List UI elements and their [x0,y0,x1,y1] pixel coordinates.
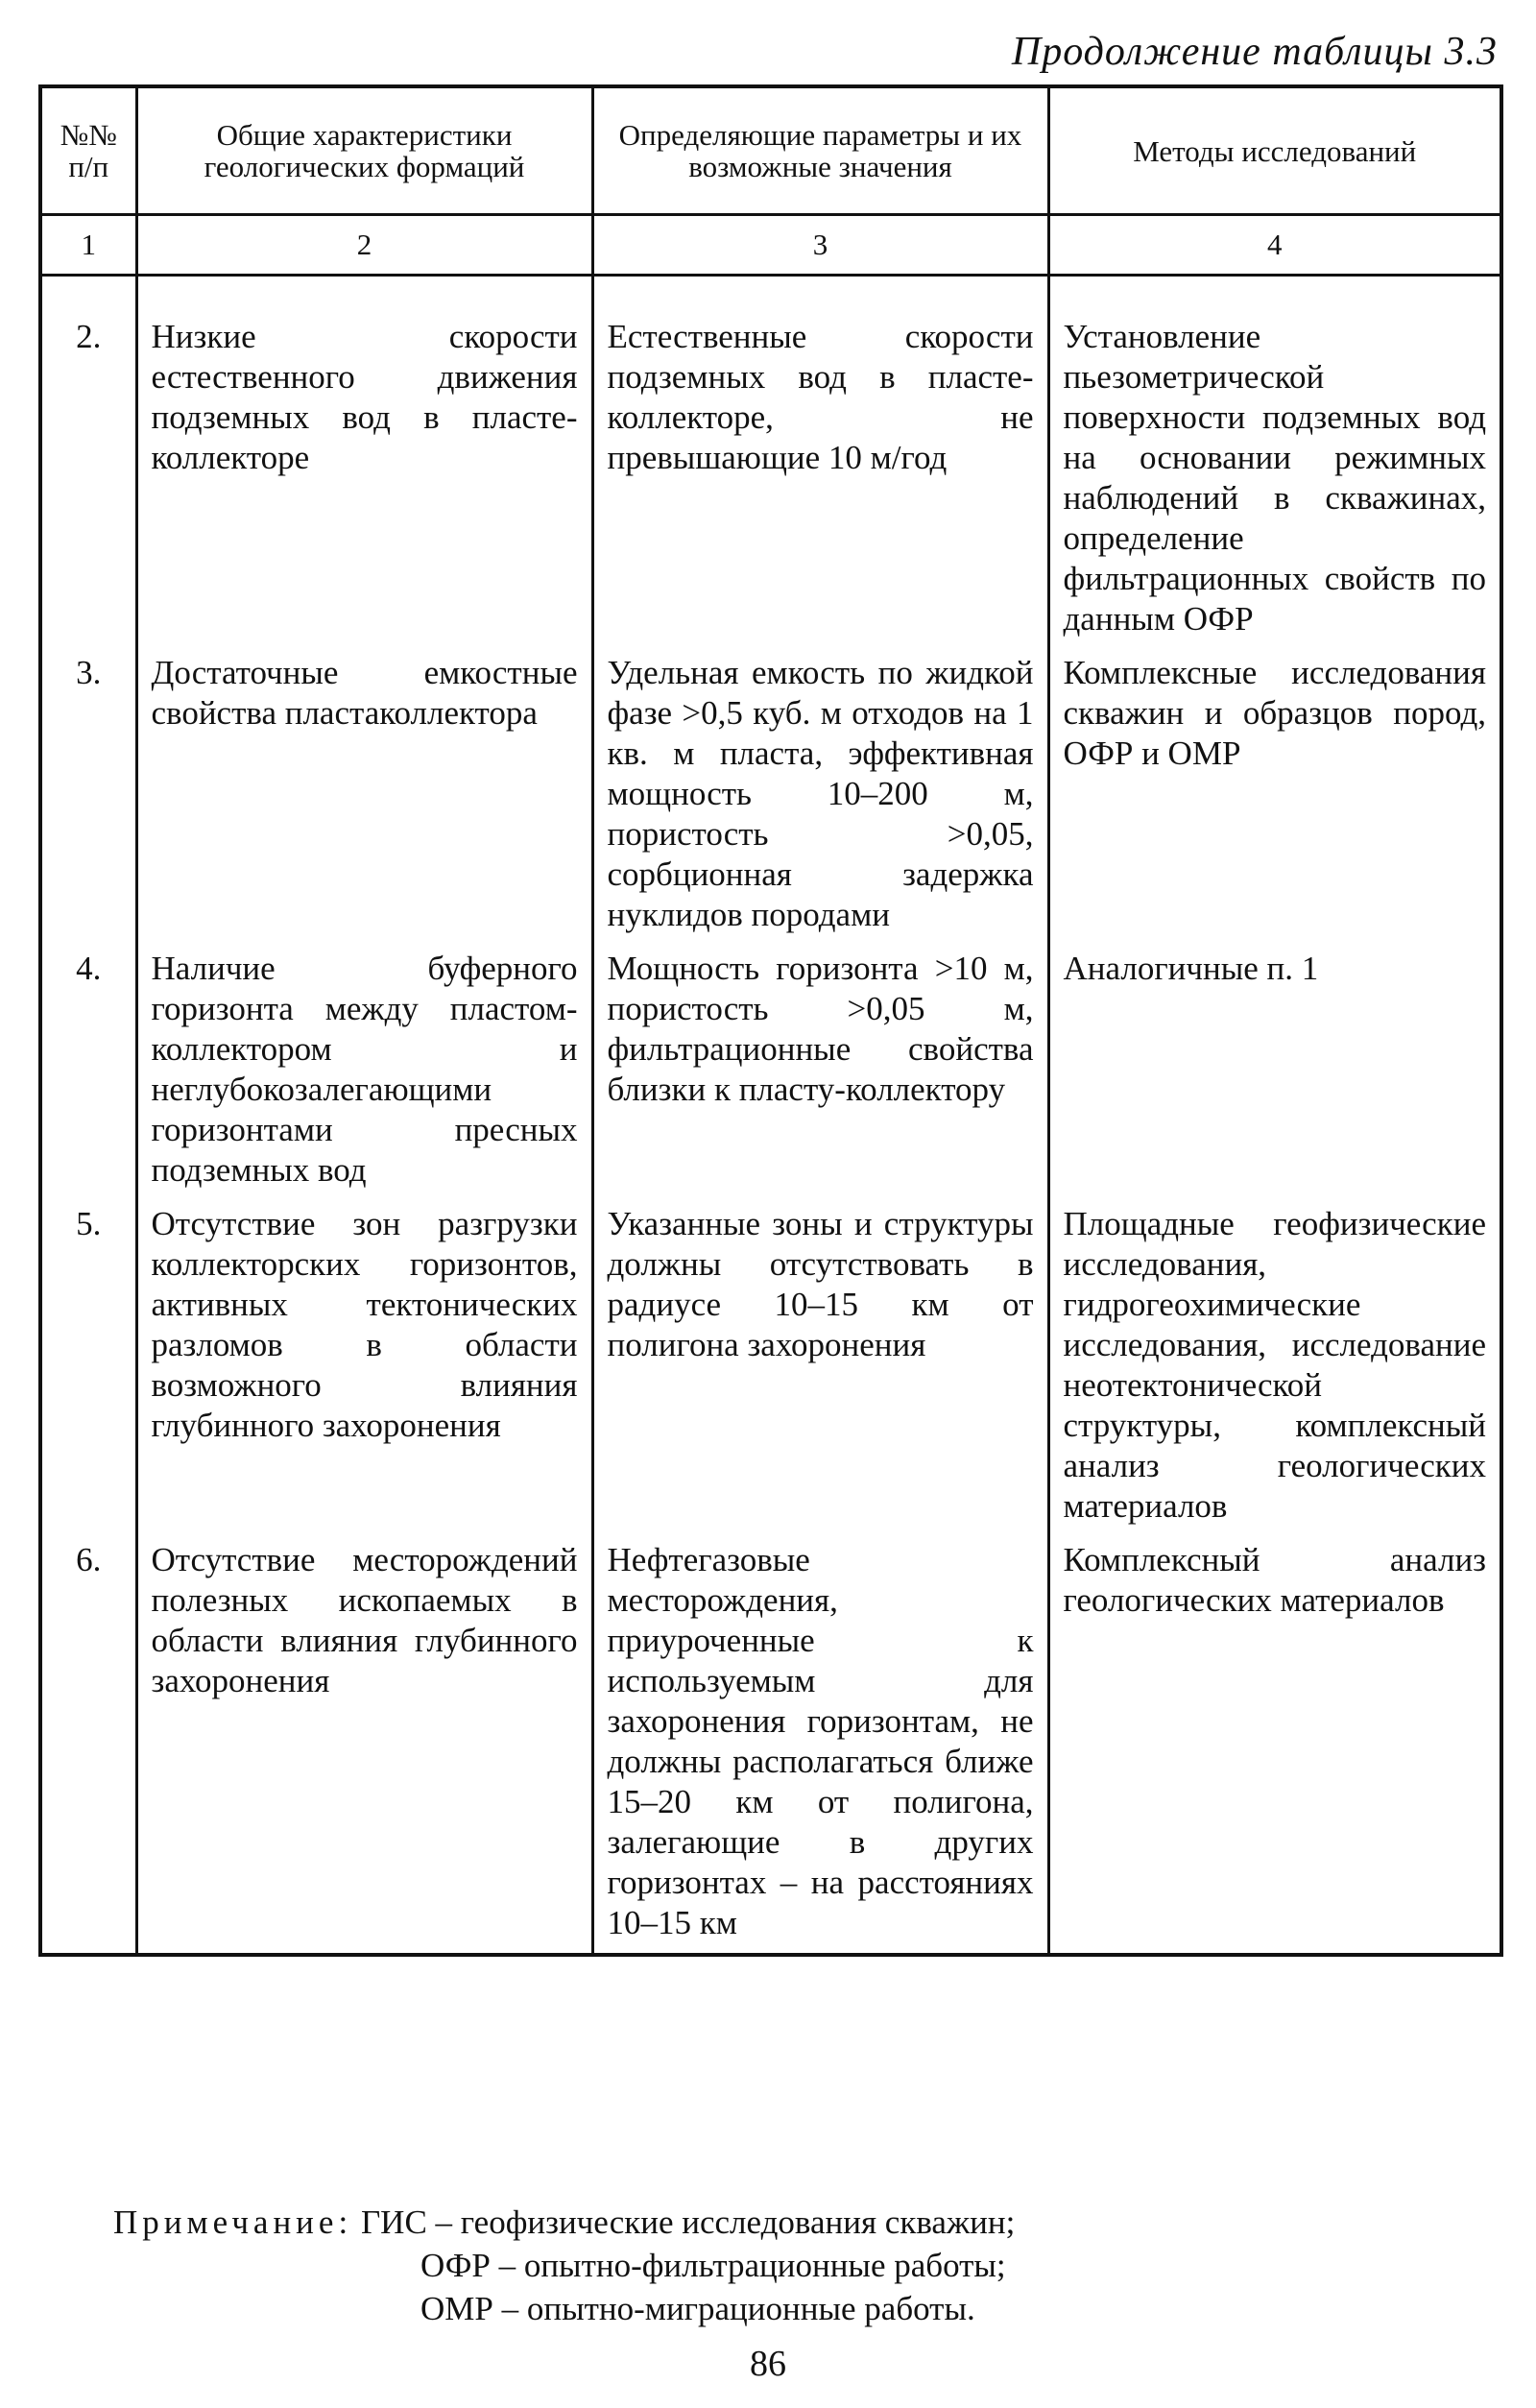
table-row [40,276,1501,650]
table-row [40,1536,1501,1955]
column-number-row [40,215,1501,276]
row-number: 5. [40,1200,136,1536]
data-table [38,84,1503,1957]
row-methods: Комплексный анализ геологических материалов [1048,1536,1501,1955]
row-parameters: Указанные зоны и структуры должны отсутствовать в радиусе 10–15 км от полигона захоронения [592,1200,1048,1536]
row-methods: Аналогичные п. 1 [1048,945,1501,1200]
row-parameters: Естественные скорости подземных вод в пласте-коллекторе, не превышающие 10 м/год [592,276,1048,650]
table-row [40,649,1501,945]
row-parameters: Удельная емкость по жидкой фазе >0,5 куб. м отходов на 1 кв. м пласта, эффективная мощность 10–200 м, пористость >0,05, сорбционная задержка нуклидов породами [592,649,1048,945]
note-label: Примечание: [113,2203,353,2241]
column-number: 4 [1048,215,1501,276]
row-parameters: Мощность горизонта >10 м, пористость >0,05 м, фильтрационные свойства близки к пласту-коллектору [592,945,1048,1200]
row-methods: Площадные геофизические исследования, гидрогеохимические исследования, исследование неотектонической структуры, комплексный анализ геологических материалов [1048,1200,1501,1536]
row-characteristic: Наличие буферного горизонта между пластом-коллектором и неглубокозалегающими горизонтами пресных подземных вод [136,945,592,1200]
row-number: 6. [40,1536,136,1955]
row-parameters: Нефтегазовые месторождения, приуроченные к используемым для захоронения горизонтам, не должны располагаться ближе 15–20 км от полигона, залегающие в других горизонтах – на расстояниях 10–15 км [592,1536,1048,1955]
table-row [40,1200,1501,1536]
note-line-1 [113,2201,1015,2244]
column-number: 1 [40,215,136,276]
row-characteristic: Отсутствие месторождений полезных ископаемых в области влияния глубинного захоронения [136,1536,592,1955]
header-number: №№ п/п [40,86,136,215]
column-number: 2 [136,215,592,276]
note-line-3: ОМР – опытно-миграционные работы. [420,2290,975,2327]
header-parameters: Определяющие параметры и их возможные значения [592,86,1048,215]
table-container [38,84,1500,1957]
row-characteristic: Достаточные емкостные свойства пластаколлектора [136,649,592,945]
page-number: 86 [750,2344,786,2384]
column-number: 3 [592,215,1048,276]
note-line-2: ОФР – опытно-фильтрационные работы; [420,2247,1006,2284]
row-methods: Установление пьезометрической поверхности подземных вод на основании режимных наблюдений в скважинах, определение фильтрационных свойств по данным ОФР [1048,276,1501,650]
header-methods: Методы исследований [1048,86,1501,215]
row-number: 2. [40,276,136,650]
row-characteristic: Низкие скорости естественного движения подземных вод в пласте-коллекторе [136,276,592,650]
table-caption: Продолжение таблицы 3.3 [1011,30,1498,74]
header-row [40,86,1501,215]
table-row [40,945,1501,1200]
table-note [113,2201,1015,2330]
row-characteristic: Отсутствие зон разгрузки коллекторских горизонтов, активных тектонических разломов в области возможного влияния глубинного захоронения [136,1200,592,1536]
row-methods: Комплексные исследования скважин и образцов пород, ОФР и ОМР [1048,649,1501,945]
note-text: ГИС – геофизические исследования скважин; [360,2203,1016,2241]
row-number: 4. [40,945,136,1200]
row-number: 3. [40,649,136,945]
header-characteristics: Общие характеристики геологических формаций [136,86,592,215]
